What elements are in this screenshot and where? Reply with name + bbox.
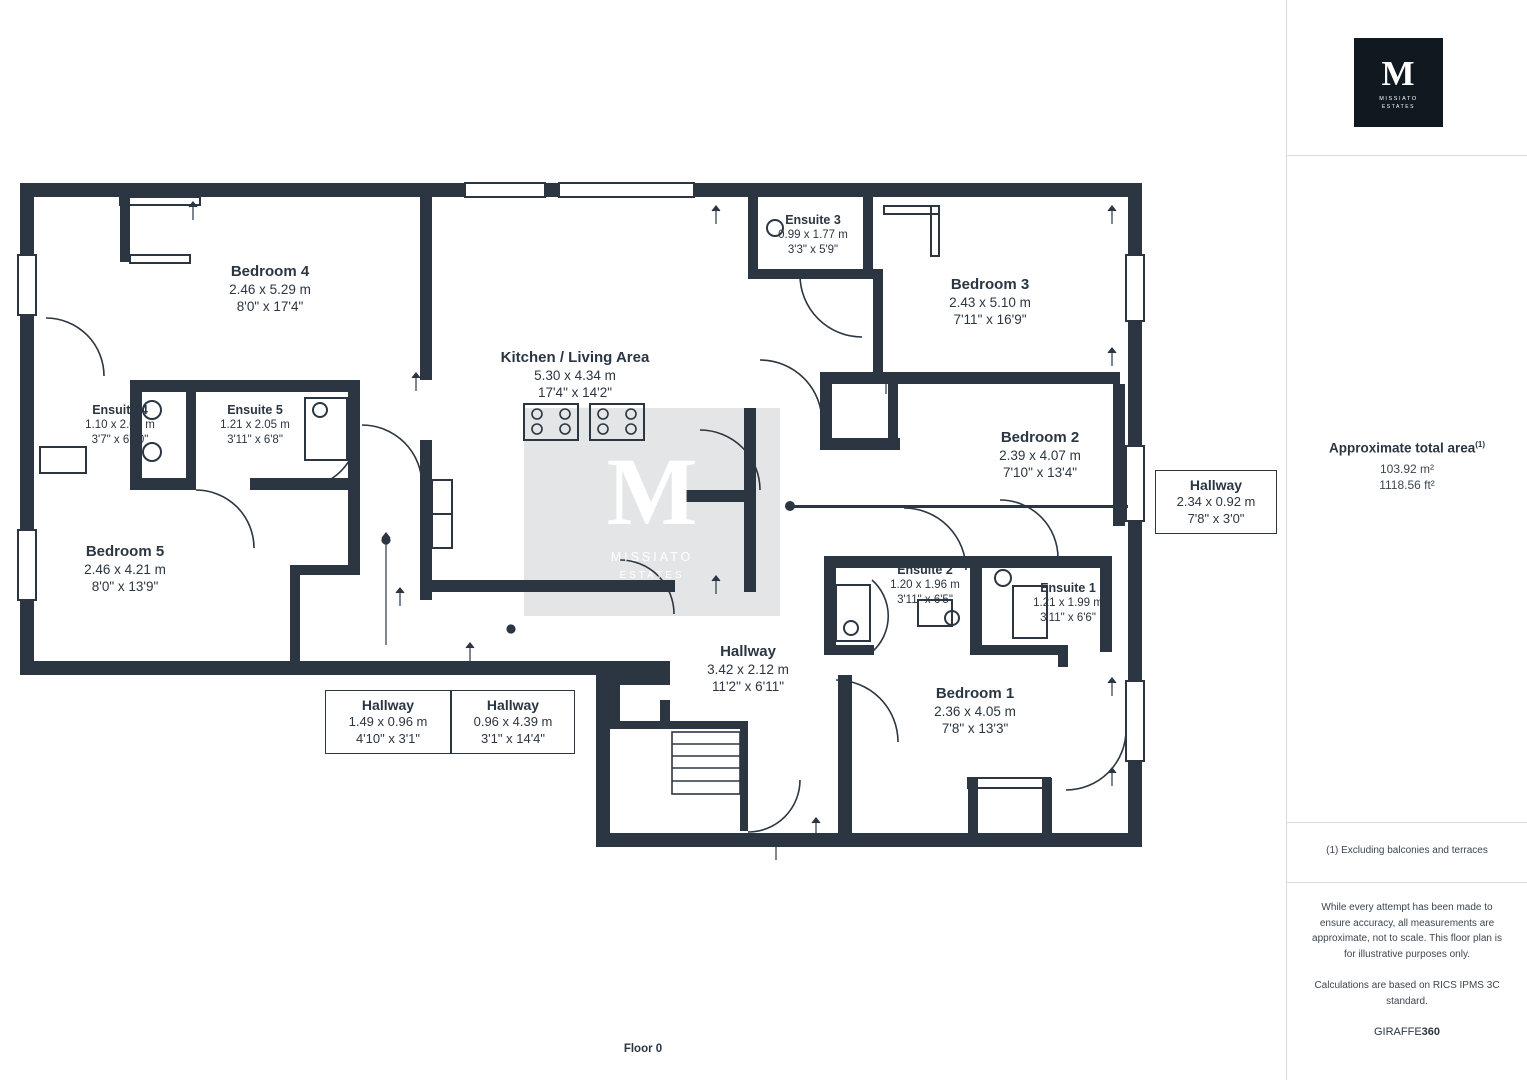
total-area-metric: 103.92 m²: [1379, 461, 1435, 476]
logo-line2: ESTATES: [1381, 103, 1416, 110]
total-area-title-sup: (1): [1475, 440, 1486, 449]
room-label-hallway-main: Hallway 3.42 x 2.12 m 11'2" x 6'11": [707, 643, 789, 695]
sidebar-divider-top: [1287, 155, 1527, 156]
room-label-bedroom-5: Bedroom 5 2.46 x 4.21 m 8'0" x 13'9": [84, 543, 166, 595]
sidebar: [1286, 0, 1527, 1080]
total-area-imperial: 1118.56 ft²: [1379, 477, 1435, 492]
total-area-block: [1287, 440, 1527, 492]
logo-letter: M: [1381, 53, 1416, 93]
room-label-ensuite-3: Ensuite 3 0.99 x 1.77 m 3'3" x 5'9": [778, 213, 848, 256]
area-footnote: (1) Excluding balconies and terraces: [1326, 845, 1488, 856]
room-label-bedroom-3: Bedroom 3 2.43 x 5.10 m 7'11" x 16'9": [949, 276, 1031, 328]
room-label-hallway-right: Hallway 2.34 x 0.92 m 7'8" x 3'0": [1155, 470, 1277, 534]
watermark-letter: M: [606, 437, 698, 545]
room-label-bedroom-4: Bedroom 4 2.46 x 5.29 m 8'0" x 17'4": [229, 263, 311, 315]
room-label-hallway-small-1: Hallway 1.49 x 0.96 m 4'10" x 3'1": [325, 690, 451, 754]
room-label-bedroom-1: Bedroom 1 2.36 x 4.05 m 7'8" x 13'3": [934, 685, 1016, 737]
provider-name: GIRAFFE: [1373, 1026, 1422, 1038]
room-label-kitchen-living: Kitchen / Living Area 5.30 x 4.34 m 17'4" x 14'2": [500, 349, 650, 401]
disclaimer-text: While every attempt has been made to ensure accuracy, all measurements are approximate, not to scale. This floor plan is for illustrative purposes only.: [1312, 902, 1502, 960]
sidebar-divider-mid: [1287, 822, 1527, 823]
room-label-hallway-small-2: Hallway 0.96 x 4.39 m 3'1" x 14'4": [451, 690, 575, 754]
room-label-ensuite-5: Ensuite 5 1.21 x 2.05 m 3'11" x 6'8": [220, 403, 290, 446]
floor-label: Floor 0: [623, 1043, 663, 1055]
watermark-line2: ESTATES: [619, 569, 685, 581]
calculation-note: Calculations are based on RICS IPMS 3C standard.: [1314, 980, 1500, 1007]
provider-credit: [1287, 1026, 1527, 1038]
watermark: [524, 408, 780, 616]
room-label-ensuite-2: Ensuite 2 1.20 x 1.96 m 3'11" x 6'5": [890, 563, 960, 606]
watermark-line1: MISSIATO: [610, 549, 694, 564]
brand-logo: [1354, 38, 1443, 127]
total-area-title: [1287, 440, 1527, 456]
room-label-ensuite-4: Ensuite 4 1.10 x 2.09 m 3'7" x 6'10": [85, 403, 155, 446]
room-label-bedroom-2: Bedroom 2 2.39 x 4.07 m 7'10" x 13'4": [999, 429, 1081, 481]
provider-suffix: 360: [1421, 1026, 1441, 1038]
total-area-title-text: Approximate total area: [1328, 440, 1476, 456]
room-label-ensuite-1: Ensuite 1 1.21 x 1.99 m 3'11" x 6'6": [1033, 581, 1103, 624]
sidebar-divider-lower: [1287, 882, 1527, 883]
logo-line1: MISSIATO: [1379, 95, 1418, 102]
